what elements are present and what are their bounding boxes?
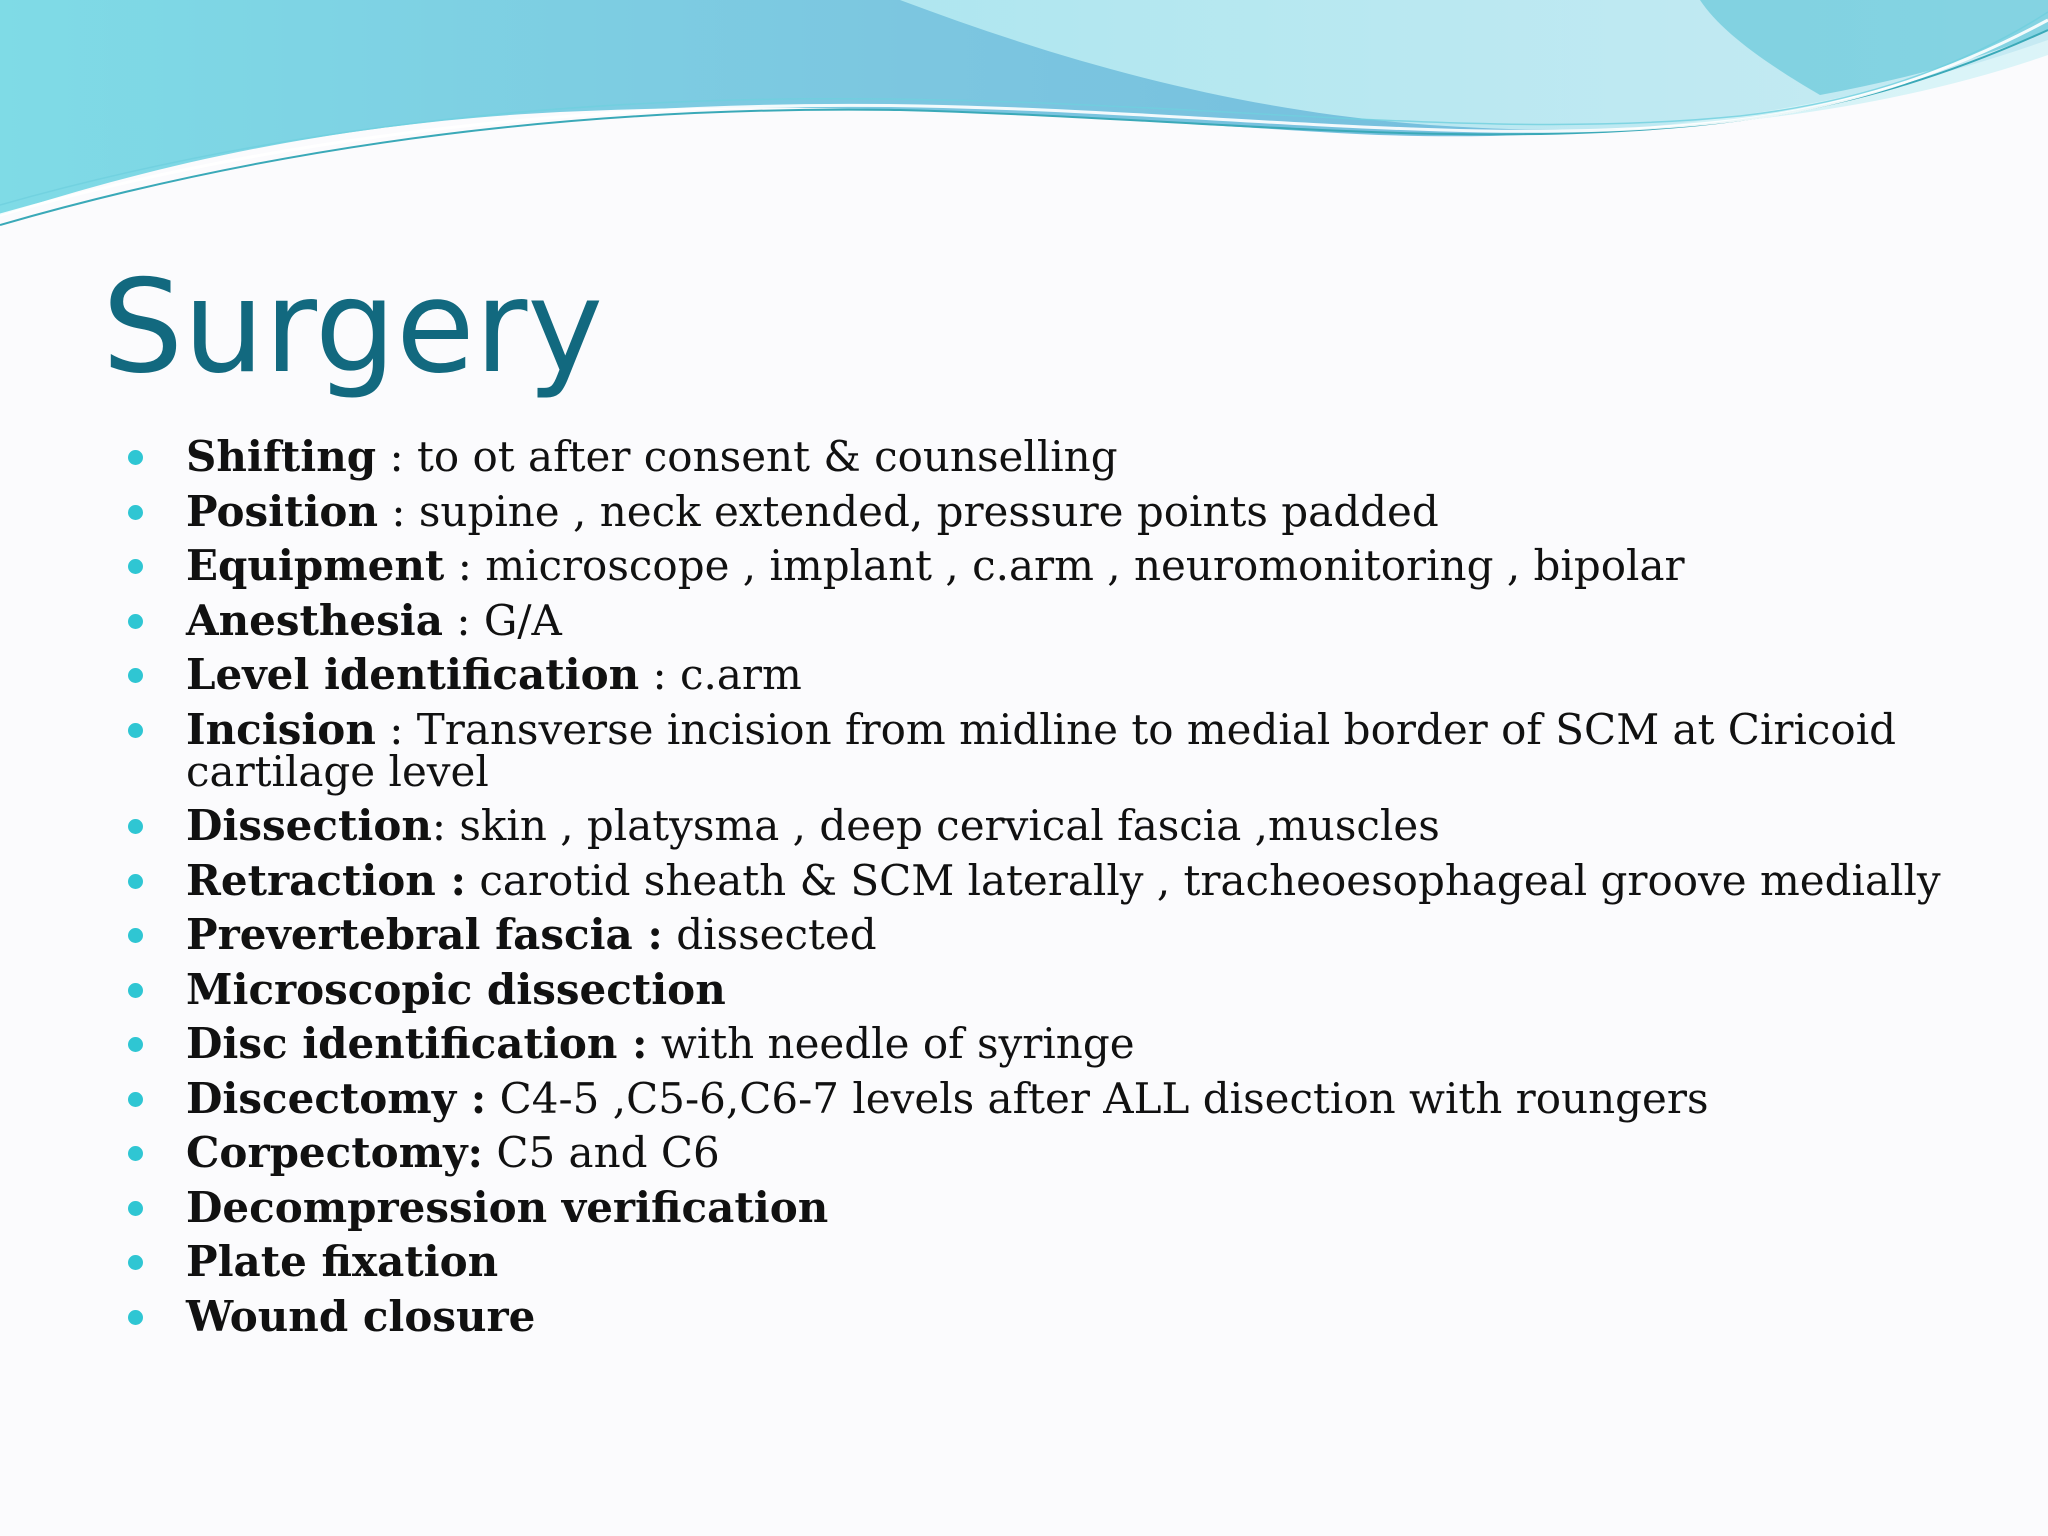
- list-item: [128, 486, 1988, 536]
- bullet-icon: [128, 1146, 143, 1161]
- bullet-icon: [128, 874, 143, 889]
- bullet-icon: [128, 559, 143, 574]
- item-text: C5 and C6: [483, 1128, 720, 1177]
- list-item: [128, 1182, 1988, 1232]
- bullet-icon: [128, 1201, 143, 1216]
- item-term: Anesthesia: [186, 595, 443, 645]
- bullet-icon: [128, 668, 143, 683]
- item-text: : supine , neck extended, pressure points padded: [377, 486, 1439, 536]
- list-item: [128, 910, 1988, 959]
- slide-title: Surgery: [102, 253, 604, 402]
- header-wave-decoration: [0, 0, 2048, 260]
- item-term: Position: [186, 486, 378, 536]
- item-term: Decompression verification: [186, 1182, 829, 1232]
- list-item: [128, 1291, 1988, 1341]
- item-text: : G/A: [442, 595, 562, 645]
- item-term: Wound closure: [186, 1291, 536, 1341]
- bullet-icon: [128, 819, 143, 834]
- bullet-list: [128, 432, 1988, 1350]
- item-term: Plate fixation: [186, 1237, 499, 1286]
- list-item: [128, 801, 1988, 850]
- item-term: Prevertebral fascia :: [186, 910, 663, 959]
- bullet-icon: [128, 1037, 143, 1052]
- bullet-icon: [128, 1092, 143, 1107]
- item-term: Dissection: [186, 801, 432, 850]
- item-text: dissected: [662, 910, 877, 959]
- bullet-icon: [128, 983, 143, 998]
- bullet-icon: [128, 1310, 143, 1325]
- item-term: Corpectomy:: [186, 1128, 483, 1177]
- item-term: Shifting: [186, 432, 377, 481]
- item-text: with needle of syringe: [647, 1019, 1135, 1068]
- list-item: [128, 595, 1988, 645]
- list-item: [128, 541, 1988, 590]
- bullet-icon: [128, 1255, 143, 1270]
- item-term: Disc identification :: [186, 1019, 648, 1068]
- list-item: [128, 650, 1988, 699]
- list-item: [128, 964, 1988, 1014]
- bullet-icon: [128, 505, 143, 520]
- list-item: [128, 704, 1988, 796]
- item-text: : to ot after consent & counselling: [376, 432, 1118, 481]
- bullet-icon: [128, 450, 143, 465]
- item-term: Retraction :: [186, 855, 466, 905]
- list-item: [128, 1128, 1988, 1177]
- bullet-icon: [128, 928, 143, 943]
- item-term: Level identification: [186, 650, 640, 699]
- list-item: [128, 1237, 1988, 1286]
- bullet-icon: [128, 614, 143, 629]
- item-term: Incision: [186, 704, 376, 754]
- list-item: [128, 855, 1988, 905]
- item-term: Equipment: [186, 541, 445, 590]
- item-text: : microscope , implant , c.arm , neuromonitoring , bipolar: [444, 541, 1685, 590]
- item-text: : Transverse incision from midline to medial border of SCM at Ciricoid cartilage level: [186, 704, 1897, 796]
- item-text: C4-5 ,C5-6,C6-7 levels after ALL disection with roungers: [486, 1073, 1709, 1123]
- item-term: Discectomy :: [186, 1073, 487, 1123]
- item-term: Microscopic dissection: [186, 964, 726, 1014]
- item-text: carotid sheath & SCM laterally , tracheoesophageal groove medially: [465, 855, 1941, 905]
- item-text: : skin , platysma , deep cervical fascia ,muscles: [431, 801, 1440, 850]
- bullet-icon: [128, 723, 143, 738]
- list-item: [128, 1073, 1988, 1123]
- item-text: : c.arm: [639, 650, 802, 699]
- list-item: [128, 1019, 1988, 1068]
- list-item: [128, 432, 1988, 481]
